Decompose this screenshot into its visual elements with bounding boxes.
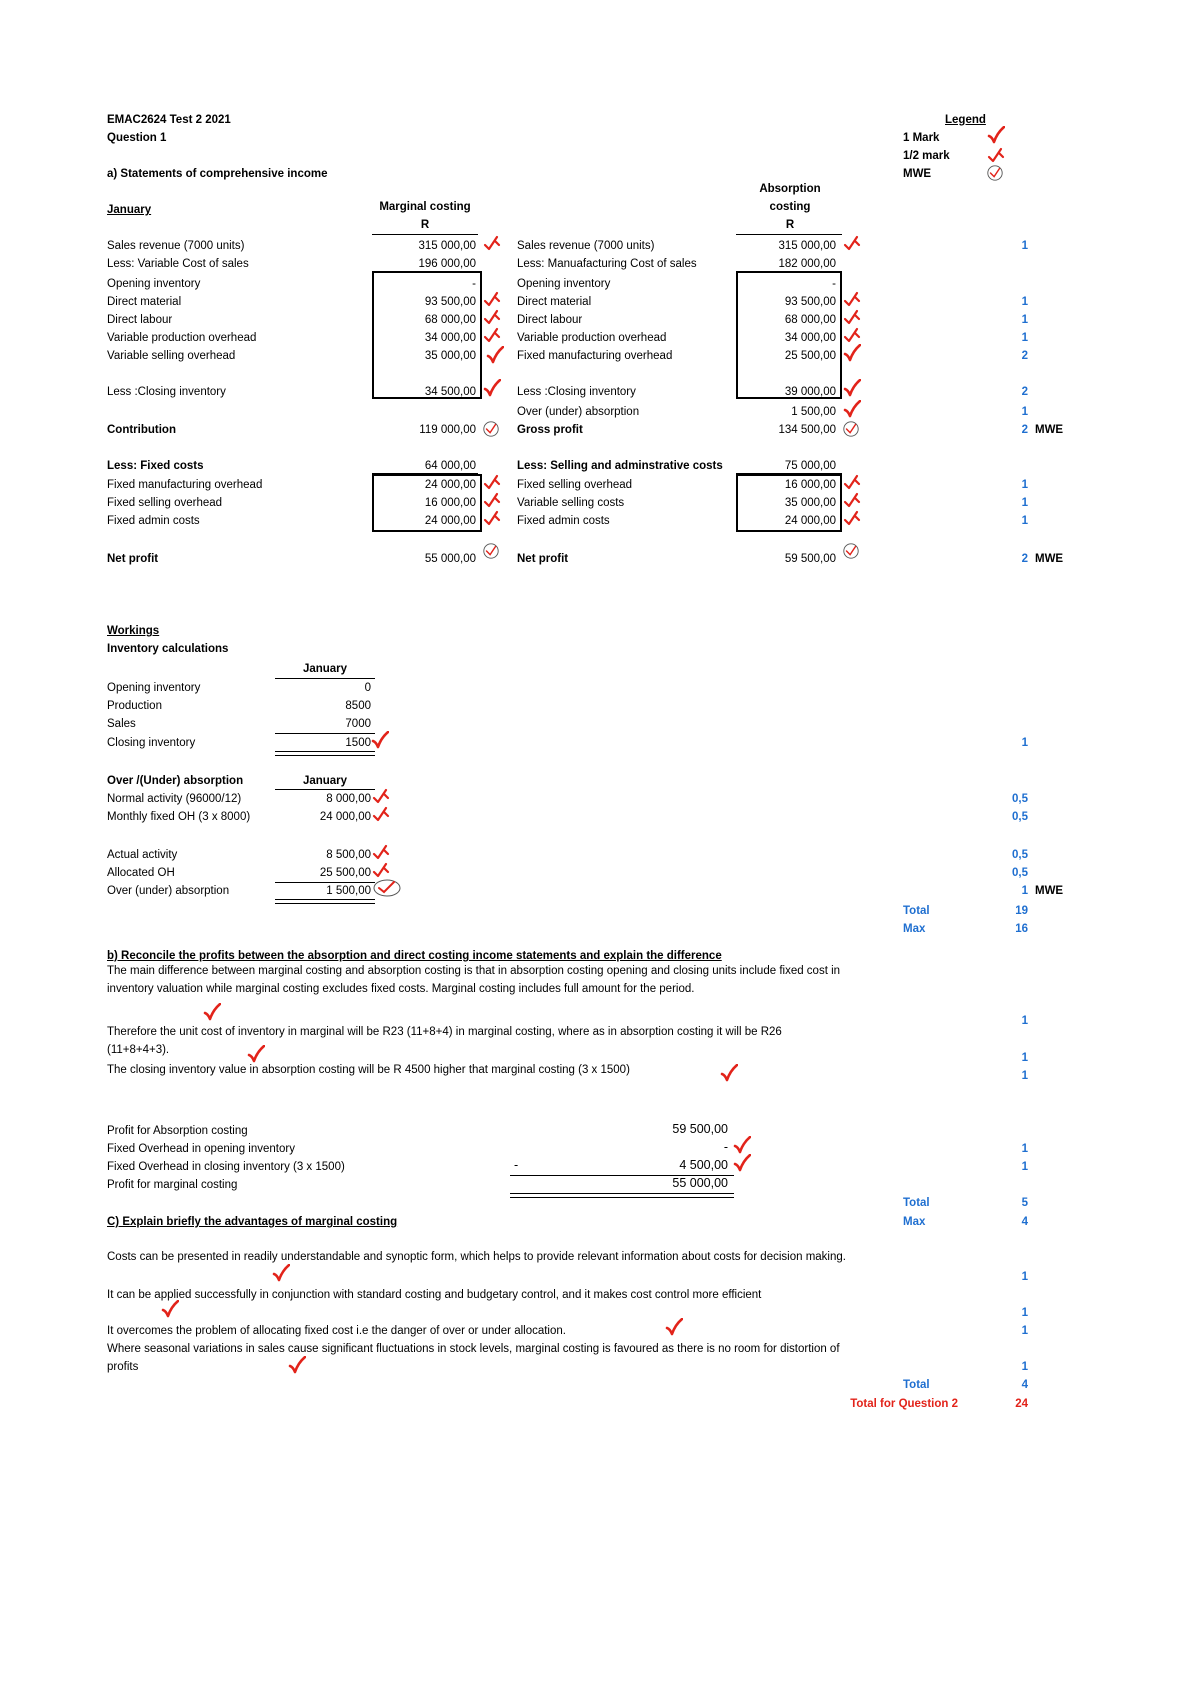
mark-a-9: 1 (1021, 479, 1028, 491)
m-value-contribution: 119 000,00 (419, 424, 476, 436)
a-value-dm: 93 500,00 (784, 296, 836, 308)
ou-mark-over-under: 1 (1021, 885, 1028, 897)
double-rule (275, 751, 375, 756)
grand-total-label: Total for Question 2 (850, 1398, 958, 1410)
a-value-dl: 68 000,00 (784, 314, 836, 326)
part-c-title: C) Explain briefly the advantages of marginal costing (107, 1216, 398, 1228)
workings-subtitle: Inventory calculations (107, 643, 229, 655)
m-value-closing: 34 500,00 (424, 386, 476, 398)
a-label-dl: Direct labour (517, 314, 583, 326)
m-value-var-cos: 196 000,00 (418, 258, 476, 270)
half-mark-icon (483, 234, 501, 252)
ou-value-normal: 8 000,00 (326, 793, 371, 805)
m-value-fso: 16 000,00 (424, 497, 476, 509)
a-label-sales: Sales revenue (7000 units) (517, 240, 655, 252)
part-c-mark-4: 1 (1021, 1361, 1028, 1373)
half-mark-icon (987, 146, 1005, 164)
inv-col-heading: January (302, 663, 348, 675)
double-rule (275, 899, 375, 904)
mwe-icon (842, 542, 860, 560)
tick-icon (483, 379, 501, 397)
rule (275, 789, 375, 790)
m-label-fso: Fixed selling overhead (107, 497, 223, 509)
mark-a-2: 1 (1021, 296, 1028, 308)
ou-value-over-under: 1 500,00 (326, 885, 371, 897)
part-c-paragraph-2: It can be applied successfully in conjunction with standard costing and budgetary control, and it makes cost control more efficient (107, 1289, 762, 1301)
recon-label-2: Fixed Overhead in opening inventory (107, 1143, 295, 1155)
half-mark-icon (483, 326, 501, 344)
inv-mark: 1 (1021, 737, 1028, 749)
mark-a-11: 1 (1021, 515, 1028, 527)
a-label-vpo: Variable production overhead (517, 332, 667, 344)
rule (372, 234, 478, 235)
m-label-vpo: Variable production overhead (107, 332, 257, 344)
a-label-over-under: Over (under) absorption (517, 406, 640, 418)
marginal-heading: Marginal costing (379, 201, 471, 213)
a-label-closing: Less :Closing inventory (517, 386, 636, 398)
part-b-title: b) Reconcile the profits between the absorption and direct costing income statements and explain the difference (107, 950, 722, 962)
mwe-icon (482, 542, 500, 560)
half-mark-icon (483, 509, 501, 527)
m-value-dm: 93 500,00 (424, 296, 476, 308)
absorption-heading-2: costing (769, 201, 811, 213)
m-label-var-cos: Less: Variable Cost of sales (107, 258, 249, 270)
double-rule (510, 1193, 734, 1198)
half-mark-icon (483, 308, 501, 326)
question-label: Question 1 (107, 132, 167, 144)
a-label-opening: Opening inventory (517, 278, 611, 290)
inv-value-production: 8500 (345, 700, 371, 712)
inv-label-production: Production (107, 700, 162, 712)
mark-a-3: 1 (1021, 314, 1028, 326)
a-label-net-profit: Net profit (517, 553, 569, 565)
mwe-label: MWE (1035, 553, 1064, 565)
tick-icon (843, 344, 861, 362)
m-value-sales: 315 000,00 (418, 240, 476, 252)
tick-icon (371, 731, 389, 749)
doc-title: EMAC2624 Test 2 2021 (107, 114, 231, 126)
tick-icon (987, 126, 1005, 144)
inv-value-closing: 1500 (345, 737, 371, 749)
ou-col-heading: January (302, 775, 348, 787)
inv-label-opening: Opening inventory (107, 682, 201, 694)
ou-label-allocated: Allocated OH (107, 867, 175, 879)
ou-value-actual: 8 500,00 (326, 849, 371, 861)
part-b-total: 5 (1021, 1197, 1028, 1209)
half-mark-icon (483, 290, 501, 308)
tick-icon (272, 1264, 290, 1282)
half-mark-icon (843, 326, 861, 344)
m-label-contribution: Contribution (107, 424, 176, 436)
part-a-title: a) Statements of comprehensive income (107, 168, 328, 180)
ou-title: Over /(Under) absorption (107, 775, 244, 787)
rule (275, 678, 375, 679)
mwe-label: MWE (1035, 885, 1064, 897)
half-mark-icon (843, 473, 861, 491)
grand-total: 24 (1015, 1398, 1028, 1410)
m-label-fac: Fixed admin costs (107, 515, 200, 527)
mark-a-10: 1 (1021, 497, 1028, 509)
a-label-dm: Direct material (517, 296, 592, 308)
mark-a-5: 2 (1021, 350, 1028, 362)
m-label-dl: Direct labour (107, 314, 173, 326)
recon-mark-1: 1 (1021, 1143, 1028, 1155)
m-label-dm: Direct material (107, 296, 182, 308)
tick-icon (720, 1064, 738, 1082)
recon-label-3: Fixed Overhead in closing inventory (3 x 1500) (107, 1161, 345, 1173)
part-c-total: 4 (1021, 1379, 1028, 1391)
a-value-vpo: 34 000,00 (784, 332, 836, 344)
ou-mark-actual: 0,5 (1012, 849, 1028, 861)
m-value-fac: 24 000,00 (424, 515, 476, 527)
half-mark-icon (843, 491, 861, 509)
part-b-mark-3: 1 (1021, 1070, 1028, 1082)
tick-icon (733, 1136, 751, 1154)
ou-mark-monthly: 0,5 (1012, 811, 1028, 823)
inv-label-sales: Sales (107, 718, 136, 730)
workings-total-label: Total (903, 905, 930, 917)
mwe-icon (986, 164, 1004, 182)
part-c-mark-3: 1 (1021, 1325, 1028, 1337)
m-label-closing: Less :Closing inventory (107, 386, 226, 398)
a-value-over-under: 1 500,00 (791, 406, 836, 418)
half-mark-icon (843, 290, 861, 308)
part-c-mark-2: 1 (1021, 1307, 1028, 1319)
a-value-fso: 16 000,00 (784, 479, 836, 491)
recon-sign-3: - (514, 1158, 519, 1172)
absorption-currency: R (785, 219, 795, 231)
tick-icon (288, 1356, 306, 1374)
half-mark-icon (483, 473, 501, 491)
part-c-total-label: Total (903, 1379, 930, 1391)
tick-icon (733, 1154, 751, 1172)
a-value-closing: 39 000,00 (784, 386, 836, 398)
m-value-fmo: 24 000,00 (424, 479, 476, 491)
ou-label-actual: Actual activity (107, 849, 178, 861)
tick-icon (843, 400, 861, 418)
ou-label-over-under: Over (under) absorption (107, 885, 230, 897)
mwe-icon (372, 877, 402, 899)
mark-a-6: 2 (1021, 386, 1028, 398)
a-label-fso: Fixed selling overhead (517, 479, 633, 491)
a-label-vsc: Variable selling costs (517, 497, 625, 509)
a-value-selling-admin: 75 000,00 (784, 460, 836, 472)
legend-item-2: 1/2 mark (903, 150, 950, 162)
workings-max-label: Max (903, 923, 926, 935)
a-value-net-profit: 59 500,00 (784, 553, 836, 565)
a-value-opening: - (832, 278, 836, 290)
mark-a-1: 1 (1021, 240, 1028, 252)
recon-value-2: - (723, 1140, 728, 1154)
inv-label-closing: Closing inventory (107, 737, 196, 749)
tick-icon (203, 1003, 221, 1021)
inv-value-sales: 7000 (345, 718, 371, 730)
mark-a-8: 2 (1021, 424, 1028, 436)
tick-icon (486, 346, 504, 364)
legend-item-3: MWE (903, 168, 932, 180)
tick-icon (161, 1300, 179, 1318)
mwe-icon (842, 420, 860, 438)
a-value-fmo: 25 500,00 (784, 350, 836, 362)
part-b-paragraph-2: Therefore the unit cost of inventory in marginal will be R23 (11+8+4) in marginal costing, where as in absorption costing it will be R26 (11+8+4+3). (107, 1026, 782, 1056)
recon-mark-2: 1 (1021, 1161, 1028, 1173)
recon-label-1: Profit for Absorption costing (107, 1125, 248, 1137)
a-label-fmo: Fixed manufacturing overhead (517, 350, 673, 362)
part-c-paragraph-3: It overcomes the problem of allocating fixed cost i.e the danger of over or under allocation. (107, 1325, 566, 1337)
a-label-fac: Fixed admin costs (517, 515, 610, 527)
m-value-net-profit: 55 000,00 (424, 553, 476, 565)
half-mark-icon (372, 843, 390, 861)
half-mark-icon (843, 509, 861, 527)
m-label-opening: Opening inventory (107, 278, 201, 290)
rule (736, 234, 842, 235)
m-label-sales: Sales revenue (7000 units) (107, 240, 245, 252)
a-label-selling-admin: Less: Selling and adminstrative costs (517, 460, 723, 472)
m-value-vso: 35 000,00 (424, 350, 476, 362)
a-value-fac: 24 000,00 (784, 515, 836, 527)
ou-mark-normal: 0,5 (1012, 793, 1028, 805)
month-label: January (107, 204, 152, 216)
workings-max: 16 (1015, 923, 1028, 935)
m-label-vso: Variable selling overhead (107, 350, 236, 362)
mark-a-4: 1 (1021, 332, 1028, 344)
a-value-gross-profit: 134 500,00 (778, 424, 836, 436)
m-label-fixed: Less: Fixed costs (107, 460, 204, 472)
ou-value-allocated: 25 500,00 (319, 867, 371, 879)
part-b-max-label: Max (903, 1216, 926, 1228)
m-value-fixed: 64 000,00 (424, 460, 476, 472)
recon-label-4: Profit for marginal costing (107, 1179, 238, 1191)
half-mark-icon (483, 491, 501, 509)
m-value-dl: 68 000,00 (424, 314, 476, 326)
recon-value-1: 59 500,00 (672, 1122, 728, 1136)
part-b-mark-2: 1 (1021, 1052, 1028, 1064)
workings-total: 19 (1015, 905, 1028, 917)
a-label-gross-profit: Gross profit (517, 424, 583, 436)
half-mark-icon (843, 308, 861, 326)
a-value-mcos: 182 000,00 (778, 258, 836, 270)
m-label-fmo: Fixed manufacturing overhead (107, 479, 263, 491)
workings-title: Workings (107, 625, 160, 637)
part-c-mark-1: 1 (1021, 1271, 1028, 1283)
tick-icon (665, 1318, 683, 1336)
rule (275, 733, 375, 734)
a-value-sales: 315 000,00 (778, 240, 836, 252)
ou-label-normal: Normal activity (96000/12) (107, 793, 242, 805)
recon-value-4: 55 000,00 (672, 1176, 728, 1190)
inv-value-opening: 0 (364, 682, 371, 694)
half-mark-icon (372, 805, 390, 823)
part-b-paragraph-1: The main difference between marginal costing and absorption costing is that in absorption costing opening and closing units include fixed cost in inventory valuation while marginal costing excludes fixed costs. Marginal costing includes full amount for the period. (107, 965, 841, 995)
a-label-mcos: Less: Manuafacturing Cost of sales (517, 258, 697, 270)
recon-value-3: 4 500,00 (679, 1158, 728, 1172)
m-label-net-profit: Net profit (107, 553, 159, 565)
half-mark-icon (372, 787, 390, 805)
ou-label-monthly: Monthly fixed OH (3 x 8000) (107, 811, 251, 823)
part-b-mark-1: 1 (1021, 1015, 1028, 1027)
m-value-opening: - (472, 278, 476, 290)
ou-mark-allocated: 0,5 (1012, 867, 1028, 879)
marginal-currency: R (420, 219, 430, 231)
absorption-heading-1: Absorption (759, 183, 821, 195)
mark-a-7: 1 (1021, 406, 1028, 418)
mark-a-12: 2 (1021, 553, 1028, 565)
a-value-vsc: 35 000,00 (784, 497, 836, 509)
part-c-paragraph-1: Costs can be presented in readily understandable and synoptic form, which helps to provide relevant information about costs for decision making. (107, 1251, 846, 1263)
part-b-total-label: Total (903, 1197, 930, 1209)
half-mark-icon (843, 234, 861, 252)
part-b-max: 4 (1021, 1216, 1028, 1228)
m-value-vpo: 34 000,00 (424, 332, 476, 344)
legend-title: Legend (945, 114, 986, 126)
part-c-paragraph-4: Where seasonal variations in sales cause significant fluctuations in stock levels, marginal costing is favoured as there is no room for distortion of profits (107, 1343, 840, 1373)
tick-icon (843, 379, 861, 397)
mwe-icon (482, 420, 500, 438)
ou-value-monthly: 24 000,00 (319, 811, 371, 823)
legend-item-1: 1 Mark (903, 132, 940, 144)
part-b-paragraph-3: The closing inventory value in absorption costing will be R 4500 higher that marginal costing (3 x 1500) (107, 1064, 630, 1076)
mwe-label: MWE (1035, 424, 1064, 436)
rule (275, 882, 375, 883)
